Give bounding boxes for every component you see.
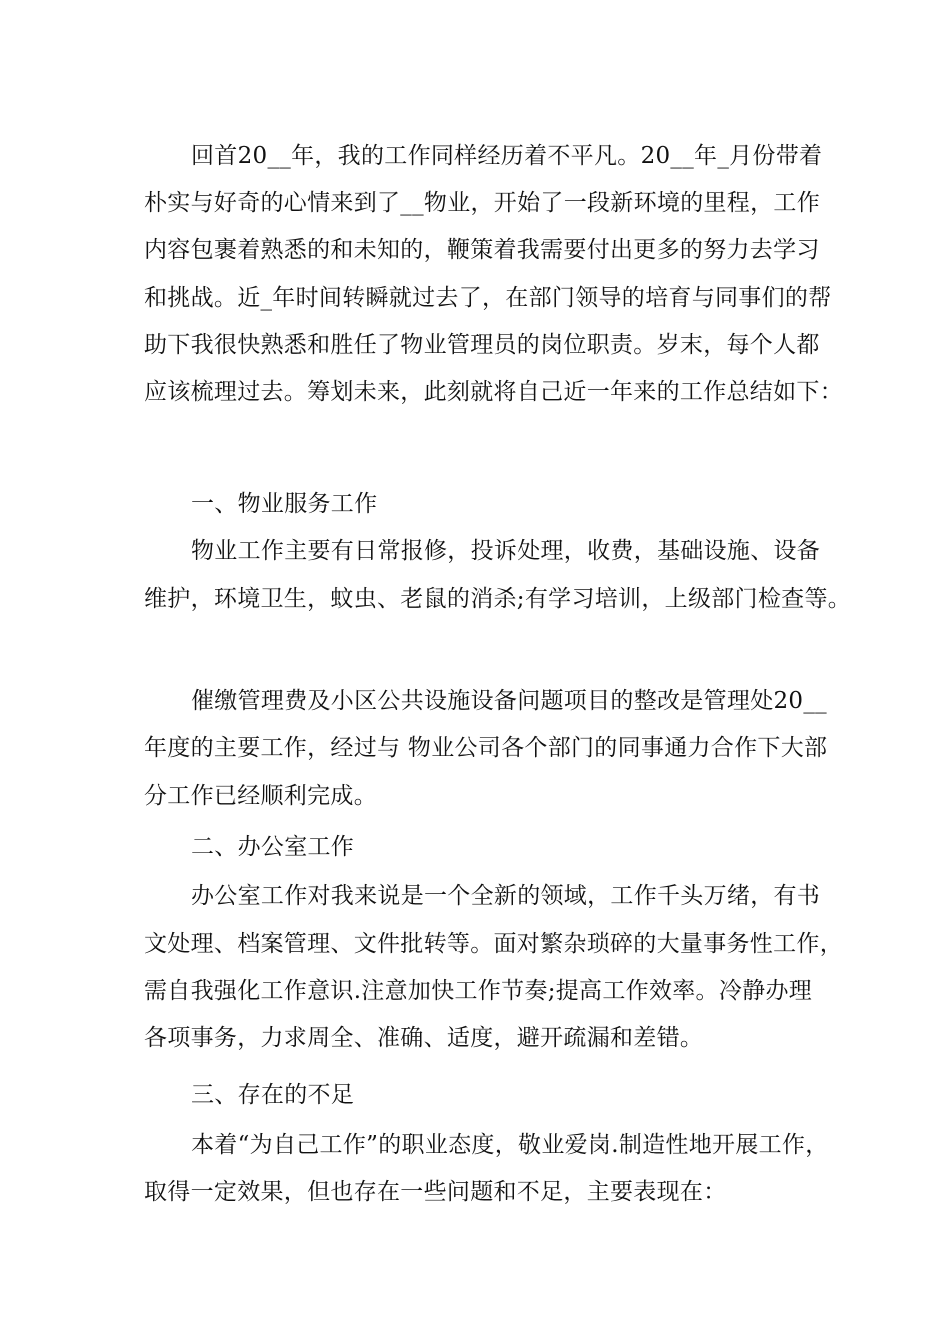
section2-para-line-2: 文处理、档案管理、文件批转等。面对繁杂琐碎的大量事务性工作， [144, 931, 843, 957]
intro-line-2: 朴实与好奇的心情来到了__物业，开始了一段新环境的里程，工作 [144, 190, 820, 216]
intro-line-4: 和挑战。近_年时间转瞬就过去了，在部门领导的培育与同事们的帮 [144, 285, 832, 311]
section2-para-line-1: 办公室工作对我来说是一个全新的领域，工作千头万绪，有书 [191, 883, 821, 909]
section1-para2-line-1: 催缴管理费及小区公共设施设备问题项目的整改是管理处20__ [191, 688, 827, 714]
section3-heading: 三、存在的不足 [191, 1082, 355, 1108]
section1-para2-line-3: 分工作已经顺利完成。 [144, 783, 377, 809]
intro-line-1: 回首20__年，我的工作同样经历着不平凡。20__年_月份带着 [191, 143, 823, 169]
section3-para-line-1: 本着“为自己工作”的职业态度，敬业爱岗.制造性地开展工作， [191, 1132, 829, 1158]
section3-para-line-2: 取得一定效果，但也存在一些问题和不足，主要表现在： [144, 1179, 727, 1205]
intro-line-6: 应该梳理过去。筹划未来，此刻就将自己近一年来的工作总结如下： [144, 379, 843, 405]
section1-para2-line-2: 年度的主要工作，经过与 物业公司各个部门的同事通力合作下大部 [144, 735, 828, 761]
section1-para1-line-2: 维护，环境卫生，蚊虫、老鼠的消杀;有学习培训，上级部门检查等。 [144, 586, 852, 612]
intro-line-5: 助下我很快熟悉和胜任了物业管理员的岗位职责。岁末，每个人都 [144, 332, 820, 358]
section2-para-line-4: 各项事务，力求周全、准确、适度，避开疏漏和差错。 [144, 1025, 704, 1051]
section2-heading: 二、办公室工作 [191, 834, 355, 860]
section1-heading: 一、物业服务工作 [191, 491, 378, 517]
section1-para1-line-1: 物业工作主要有日常报修，投诉处理，收费，基础设施、设备 [191, 538, 821, 564]
intro-line-3: 内容包裹着熟悉的和未知的，鞭策着我需要付出更多的努力去学习 [144, 237, 820, 263]
section2-para-line-3: 需自我强化工作意识.注意加快工作节奏;提高工作效率。冷静办理 [144, 978, 813, 1004]
